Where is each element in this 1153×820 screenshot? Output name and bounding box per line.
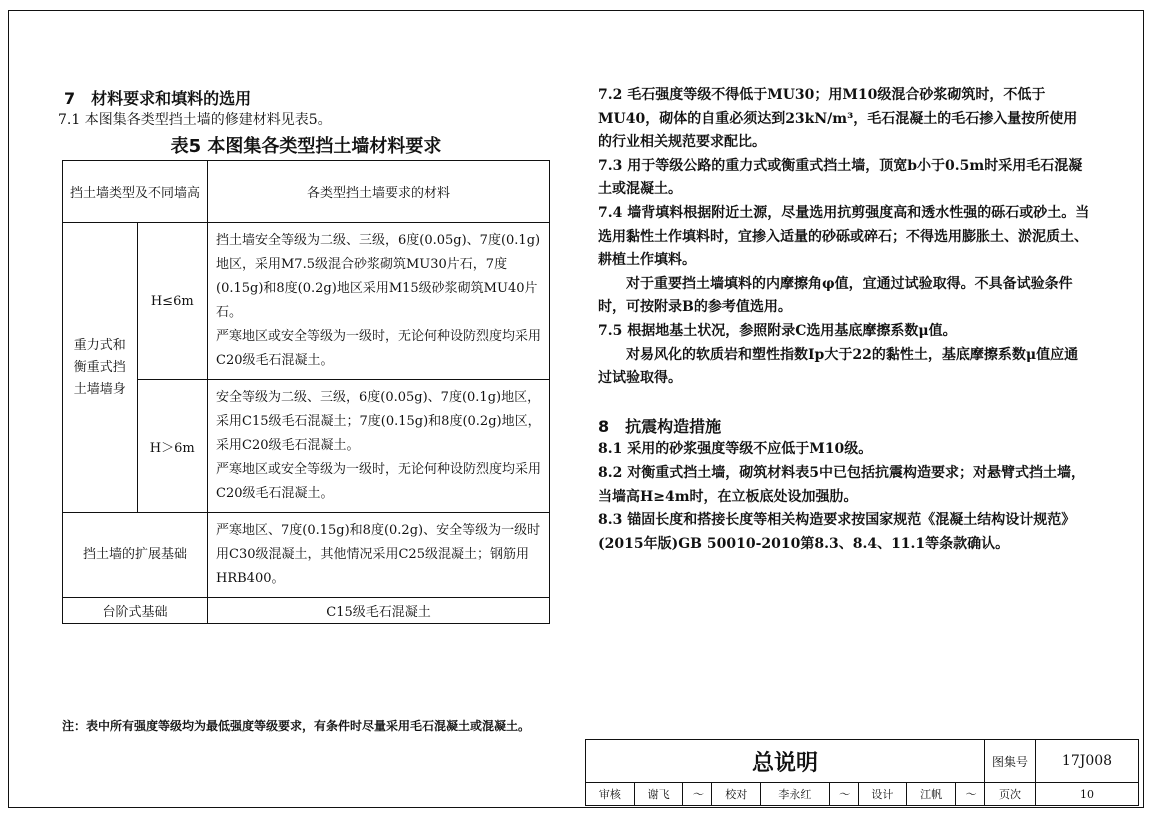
- row-materials-le6-text2: 严寒地区或安全等级为一级时，无论何种设防烈度均采用C20级毛石混凝土。: [216, 329, 542, 368]
- table-title: 表5 本图集各类型挡土墙材料要求: [170, 136, 442, 157]
- paragraph-8-1: 8.1 采用的砂浆强度等级不应低于M10级。: [598, 441, 873, 458]
- section-7-heading: 7 材料要求和填料的选用: [64, 89, 252, 108]
- row-height-le6: H≤6m: [137, 223, 207, 380]
- atlas-number-label: 图集号: [985, 740, 1036, 783]
- row-materials-le6-text: 挡土墙安全等级为二级、三级，6度(0.05g)、7度(0.1g)地区，采用M7.5级混合砂浆砌筑MU30片石，7度(0.15g)和8度(0.2g)地区采用M15级砂浆砌筑MU40片石。: [216, 233, 541, 320]
- paragraph-8-2: 8.2 对衡重式挡土墙，砌筑材料表5中已包括抗震构造要求；对悬臂式挡土墙，当墙高H≥4m时，在立板底处设加强肋。: [598, 464, 1085, 505]
- row-height-gt6: H＞6m: [137, 380, 207, 513]
- paragraph-8-3: 8.3 锚固长度和搭接长度等相关构造要求按国家规范《混凝土结构设计规范》(2015年版)GB 50010-2010第8.3、8.4、11.1等条款确认。: [598, 512, 1076, 552]
- check-label: 校对: [712, 783, 761, 806]
- paragraph-7-5-b: 对易风化的软质岩和塑性指数Ip大于22的黏性土，基底摩擦系数μ值应通过试验取得。: [598, 346, 1079, 387]
- table-note: 注：表中所有强度等级均为最低强度等级要求，有条件时尽量采用毛石混凝土或混凝土。: [62, 719, 531, 733]
- checker-name: 李永红: [761, 783, 830, 806]
- materials-table: [62, 160, 550, 624]
- row-materials-foundation: 严寒地区、7度(0.15g)和8度(0.2g)、安全等级为一级时用C30级混凝土，其他情况采用C25级混凝土；钢筋用HRB400。: [208, 513, 550, 598]
- paragraph-7-2: 7.2 毛石强度等级不得低于MU30；用M10级混合砂浆砌筑时，不低于MU40，砌体的自重必须达到23kN/m³，毛石混凝土的毛石掺入量按所使用的行业相关规范要求配比。: [598, 87, 1078, 151]
- row-materials-gt6-text2: 严寒地区或安全等级为一级时，无论何种设防烈度均采用C20级毛石混凝土。: [216, 462, 542, 501]
- review-label: 审核: [586, 783, 635, 806]
- row-type-gravity: 重力式和衡重式挡土墙墙身: [63, 223, 138, 513]
- reviewer-signature: ～: [683, 783, 712, 806]
- reviewer-name: 谢飞: [634, 783, 683, 806]
- row-materials-stepped: C15级毛石混凝土: [208, 598, 550, 624]
- table-header-materials: 各类型挡土墙要求的材料: [208, 161, 550, 223]
- row-type-foundation: 挡土墙的扩展基础: [63, 513, 208, 598]
- row-materials-le6: [208, 223, 550, 380]
- paragraph-7-1: 7.1 本图集各类型挡土墙的修建材料见表5。: [58, 112, 332, 128]
- checker-signature: ～: [829, 783, 858, 806]
- title-block-title: 总说明: [586, 740, 985, 783]
- section-8-heading: 8 抗震构造措施: [598, 416, 722, 436]
- paragraph-7-4-b: 对于重要挡土墙填料的内摩擦角φ值，宜通过试验取得。不具备试验条件时，可按附录B的参考值选用。: [598, 275, 1073, 316]
- design-label: 设计: [858, 783, 907, 806]
- atlas-number: 17J008: [1036, 740, 1139, 783]
- paragraph-7-4: 7.4 墙背填料根据附近土源，尽量选用抗剪强度高和透水性强的砾石或砂土。当选用黏性土作填料时，宜掺入适量的砂砾或碎石；不得选用膨胀土、淤泥质土、耕植土作填料。: [598, 204, 1090, 269]
- paragraph-7-3: 7.3 用于等级公路的重力式或衡重式挡土墙，顶宽b小于0.5m时采用毛石混凝土或混凝土。: [598, 157, 1083, 198]
- designer-name: 江帆: [907, 783, 956, 806]
- row-materials-gt6-text: 安全等级为二级、三级，6度(0.05g)、7度(0.1g)地区，采用C15级毛石混凝土；7度(0.15g)和8度(0.2g)地区，采用C20级毛石混凝土。: [216, 390, 541, 453]
- row-type-stepped: 台阶式基础: [63, 598, 208, 624]
- paragraph-7-5: 7.5 根据地基土状况，参照附录C选用基底摩擦系数μ值。: [598, 322, 957, 339]
- page-number: 10: [1036, 783, 1139, 806]
- designer-signature: ～: [956, 783, 985, 806]
- right-column: [598, 84, 1090, 556]
- row-materials-gt6: [208, 380, 550, 513]
- table-header-type: 挡土墙类型及不同墙高: [63, 161, 208, 223]
- title-block: [585, 739, 1139, 806]
- page-label: 页次: [985, 783, 1036, 806]
